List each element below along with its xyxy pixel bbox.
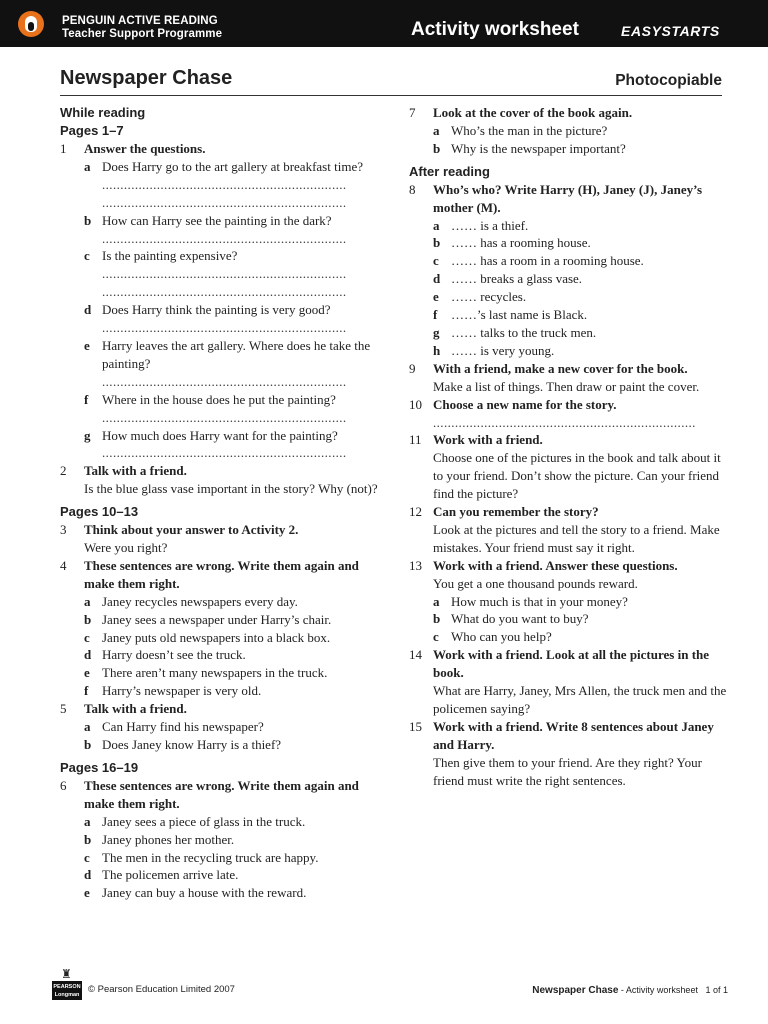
sub-question-text: Harry’s newspaper is very old. [102, 683, 262, 699]
section-heading: Pages 1–7 [60, 123, 124, 138]
question-number: 13 [409, 557, 422, 573]
question-instruction: Work with a friend. Look at all the pictures in the book. [433, 647, 710, 681]
sub-question-text: …… has a room in a rooming house. [451, 253, 644, 269]
question-11 [409, 431, 727, 503]
question-instruction: Choose a new name for the story. [433, 396, 617, 412]
pearson-longman-logo-icon [52, 968, 82, 1002]
question-instruction: With a friend, make a new cover for the book. [433, 360, 688, 376]
sub-question [433, 140, 727, 158]
sub-letter: e [433, 289, 439, 305]
question-6 [60, 777, 380, 902]
logo-line-1: PEARSON [53, 984, 81, 990]
question-number: 6 [60, 777, 67, 793]
photocopiable-label: Photocopiable [615, 72, 722, 89]
sub-question [84, 301, 380, 319]
copyright-text: © Pearson Education Limited 2007 [88, 984, 235, 995]
question-body: What are Harry, Janey, Mrs Allen, the truck men and the policemen saying? [433, 683, 727, 716]
sub-letter: b [84, 212, 92, 228]
sub-letter: c [84, 248, 90, 264]
logo-line-2: Longman [54, 992, 80, 998]
footer-suffix: - Activity worksheet [618, 985, 698, 995]
sub-question [84, 736, 380, 754]
section-heading: While reading [60, 105, 146, 120]
question-body: Choose one of the pictures in the book and talk about it to your friend. Don’t show the picture. Can your friend find the picture? [433, 450, 721, 502]
question-2 [60, 462, 380, 498]
sub-question-text: Janey recycles newspapers every day. [102, 593, 298, 609]
sub-question-text: Where in the house does he put the painting? [102, 391, 336, 407]
question-instruction: Talk with a friend. [84, 701, 187, 717]
answer-line: ................................................................... [102, 373, 347, 389]
sub-question [84, 646, 380, 664]
section-heading: After reading [409, 163, 490, 179]
question-instruction: Think about your answer to Activity 2. [84, 522, 299, 538]
sub-question [433, 122, 727, 140]
sub-letter: e [84, 665, 90, 681]
question-10 [409, 396, 727, 432]
question-instruction: Can you remember the story? [433, 504, 599, 520]
sub-question-text: Harry leaves the art gallery. Where does he take the painting? [102, 337, 371, 371]
sub-question [84, 682, 380, 700]
footer-info [532, 985, 728, 996]
header-bar [0, 0, 768, 47]
question-body: Make a list of things. Then draw or paint the cover. [433, 378, 700, 394]
question-number: 14 [409, 647, 422, 663]
question-instruction: Work with a friend. [433, 432, 543, 448]
question-number: 15 [409, 718, 422, 734]
right-column [409, 104, 727, 790]
question-instruction: These sentences are wrong. Write them again and make them right. [84, 557, 359, 591]
sub-question [84, 866, 380, 884]
sub-letter: f [433, 307, 438, 323]
question-instruction: Work with a friend. Write 8 sentences about Janey and Harry. [433, 718, 714, 752]
sub-letter: a [84, 813, 91, 829]
question-13 [409, 557, 727, 647]
sub-question [433, 610, 727, 628]
sub-question [84, 813, 380, 831]
sub-question-text: …… is very young. [451, 342, 555, 358]
sub-question [433, 234, 727, 252]
question-4 [60, 557, 380, 700]
question-7 [409, 104, 727, 158]
question-number: 11 [409, 432, 422, 448]
question-number: 7 [409, 105, 416, 120]
sub-letter: f [84, 391, 89, 407]
brand-line-1: PENGUIN ACTIVE READING [62, 15, 218, 27]
question-instruction: Answer the questions. [84, 141, 206, 156]
sub-question [84, 391, 380, 409]
castle-icon: ♜ [61, 967, 72, 981]
sub-question [433, 217, 727, 235]
answer-line: ................................................................... [102, 320, 347, 336]
question-number: 9 [409, 360, 416, 376]
sub-question [84, 831, 380, 849]
sub-question-text: Janey puts old newspapers into a black box. [102, 629, 331, 645]
sub-question-text: …… recycles. [451, 289, 527, 305]
question-12 [409, 503, 727, 557]
section-heading: Pages 16–19 [60, 759, 139, 775]
sub-question-text: Is the painting expensive? [102, 248, 238, 264]
question-number: 5 [60, 701, 67, 717]
question-number: 4 [60, 557, 67, 573]
sub-question-text: …… is a thief. [451, 217, 529, 233]
sub-letter: b [433, 140, 441, 156]
sub-question [433, 593, 727, 611]
sub-question-text: The policemen arrive late. [102, 867, 239, 883]
question-number: 2 [60, 463, 67, 479]
question-body: Is the blue glass vase important in the story? Why (not)? [84, 481, 378, 497]
sub-question [433, 252, 727, 270]
brand-text [62, 15, 222, 41]
sub-question-text: Janey sees a piece of glass in the truck. [102, 813, 306, 829]
answer-line: ................................................................... [102, 230, 347, 246]
question-number: 3 [60, 522, 67, 538]
sub-letter: d [84, 302, 92, 318]
question-body: Look at the pictures and tell the story to a friend. Make mistakes. Your friend must say it right. [433, 521, 720, 555]
question-instruction: Talk with a friend. [84, 463, 187, 479]
sub-letter: e [84, 337, 90, 353]
sub-question [84, 611, 380, 629]
sub-letter: f [84, 683, 89, 699]
sub-question-text: …… breaks a glass vase. [451, 271, 583, 287]
answer-line: ................................................................... [102, 409, 347, 425]
sub-letter: a [84, 158, 91, 174]
question-body: Then give them to your friend. Are they right? Your friend must write the right sentences. [433, 754, 702, 788]
sub-question-text: The men in the recycling truck are happy. [102, 849, 319, 865]
question-number: 1 [60, 141, 67, 156]
page-number: 1 of 1 [705, 985, 728, 995]
sub-question [84, 158, 380, 176]
penguin-logo-icon [18, 11, 44, 37]
footer-book-title: Newspaper Chase [532, 985, 619, 996]
sub-question-text: There aren’t many newspapers in the truck. [102, 665, 328, 681]
question-instruction: Who’s who? Write Harry (H), Janey (J), Janey’s mother (M). [433, 181, 703, 215]
sub-question-text: Can Harry find his newspaper? [102, 719, 264, 735]
question-body: Were you right? [84, 540, 168, 556]
sub-question [433, 342, 727, 360]
question-3 [60, 521, 380, 557]
sub-letter: b [84, 611, 92, 627]
sub-question-text: How can Harry see the painting in the dark? [102, 212, 332, 228]
sub-question-text: Does Harry think the painting is very good? [102, 302, 331, 318]
sub-question-text: Janey phones her mother. [102, 831, 235, 847]
question-number: 10 [409, 396, 422, 412]
sub-question [84, 629, 380, 647]
question-5 [60, 700, 380, 754]
answer-line: ................................................................... [102, 266, 347, 282]
sub-question-text: Harry doesn’t see the truck. [102, 647, 246, 663]
sub-letter: a [433, 122, 440, 138]
question-9 [409, 360, 727, 396]
sub-question [433, 270, 727, 288]
sub-letter: c [84, 849, 90, 865]
left-column [60, 104, 380, 902]
sub-letter: b [84, 831, 92, 847]
sub-letter: e [84, 885, 90, 901]
question-number: 12 [409, 504, 422, 520]
sub-question-text: …… talks to the truck men. [451, 324, 597, 340]
sub-question [433, 306, 727, 324]
sub-question-text: Janey can buy a house with the reward. [102, 885, 307, 901]
sub-question [84, 212, 380, 230]
question-number: 8 [409, 181, 416, 197]
page-title: Newspaper Chase [60, 67, 233, 89]
question-1 [60, 140, 380, 462]
sub-question [84, 849, 380, 867]
sub-question [84, 664, 380, 682]
sub-question-text: Does Janey know Harry is a thief? [102, 737, 282, 752]
question-8 [409, 181, 727, 360]
sub-question-text: Who’s the man in the picture? [451, 122, 608, 138]
sub-letter: g [433, 324, 440, 340]
sub-question [84, 884, 380, 902]
question-instruction: These sentences are wrong. Write them again and make them right. [84, 777, 359, 811]
sub-question-text: Why is the newspaper important? [451, 140, 626, 156]
question-15 [409, 718, 727, 790]
question-14 [409, 646, 727, 718]
section-heading: Pages 10–13 [60, 504, 139, 520]
sub-question [433, 628, 727, 646]
sub-letter: h [433, 342, 441, 358]
sub-letter: b [84, 737, 92, 752]
sub-question-text: …… has a rooming house. [451, 235, 591, 251]
sub-question-text: Janey sees a newspaper under Harry’s chair. [102, 611, 332, 627]
sub-letter: a [433, 593, 440, 609]
question-body: You get a one thousand pounds reward. [433, 575, 638, 591]
sub-letter: c [433, 629, 439, 645]
sub-question-text: Does Harry go to the art gallery at breakfast time? [102, 158, 363, 174]
answer-line: ................................................................... [102, 194, 347, 210]
sub-letter: a [84, 593, 91, 609]
sub-letter: c [433, 253, 439, 269]
sub-question [84, 718, 380, 736]
sub-letter: a [433, 217, 440, 233]
sub-letter: b [433, 611, 441, 627]
sub-question-text: Who can you help? [451, 629, 552, 645]
sub-letter: a [84, 719, 91, 735]
title-divider [60, 95, 722, 96]
sub-question [84, 247, 380, 265]
brand-line-2: Teacher Support Programme [62, 28, 223, 40]
answer-line: ................................................................... [102, 284, 347, 300]
sub-question [84, 337, 380, 373]
sub-question [433, 324, 727, 342]
sub-question [84, 593, 380, 611]
sub-letter: c [84, 629, 90, 645]
series-label: EASYSTARTS [621, 23, 720, 39]
answer-line: ................................................................... [102, 445, 347, 461]
question-instruction: Work with a friend. Answer these questions. [433, 557, 678, 573]
sub-question-text: What do you want to buy? [451, 611, 589, 627]
answer-line: ........................................................................ [433, 414, 696, 430]
answer-line: ................................................................... [102, 176, 347, 192]
sub-letter: b [433, 235, 441, 251]
sub-question [433, 288, 727, 306]
sub-letter: d [84, 647, 92, 663]
sub-question-text: ……’s last name is Black. [451, 307, 588, 323]
sub-letter: d [433, 271, 441, 287]
sub-letter: g [84, 427, 91, 443]
sub-question [84, 427, 380, 445]
sub-letter: d [84, 867, 92, 883]
header-title: Activity worksheet [411, 19, 579, 40]
sub-question-text: How much does Harry want for the painting? [102, 427, 338, 443]
question-instruction: Look at the cover of the book again. [433, 105, 633, 120]
sub-question-text: How much is that in your money? [451, 593, 628, 609]
